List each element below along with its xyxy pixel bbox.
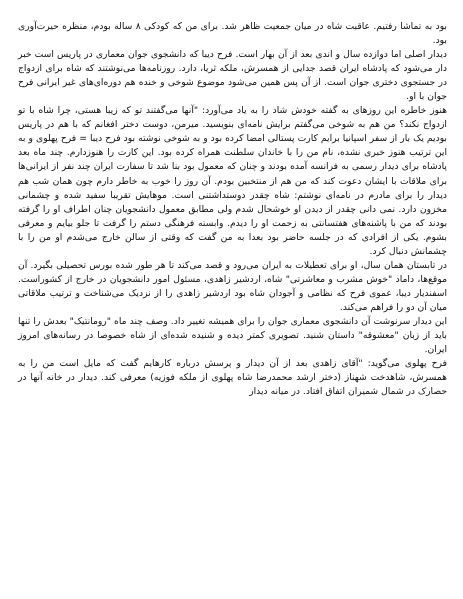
paragraph: فرح پهلوی می‌گوید: "آقای زاهدی بعد از آن دیدار و پرسش درباره کارهایم گفت که مایل است من را به همسرش، شاهدخت شهناز (دختر ارشد محمدرضا شاه پهلوی از ملکه فوزیه) معرفی کند. دیدار در خانه آنها در حصارک در شمال شمیران اتفاق افتاد. در میانه دیدار: [18, 358, 447, 398]
paragraph: دیدار اصلی اما دوازده سال و اندی بعد از آن بهار است. فرح دیبا که دانشجوی جوان معماری در پاریس است خبر دار می‌شود که پادشاه ایران قصد جدایی از همسرش، ملکه ثریا، دارد. روزنامه‌ها می‌نوشتند که شاه برای ازدواج در جستجوی دختری جوان است. از آن پس همین می‌شود موضوع شوخی و خنده هم دوره‌ای‌های غیر ایرانی فرح جوان با او.: [18, 49, 447, 103]
paragraph: بود به تماشا رفتیم. عاقبت شاه در میان جمعیت ظاهر شد. برای من که کودکی ۸ ساله بودم، منظره حیرت‌آوری بود.: [18, 21, 447, 47]
paragraph: این دیدار سرنوشت آن دانشجوی معماری جوان را برای همیشه تغییر داد. وصف چند ماه "رومانتیک" بعدش را تنها باید از زبان "معشوقه" داستان شنید. تصویری کمتر دیده و شنیده شده‌ای از شاه خصوصا در رسانه‌های امروز ایران.: [18, 315, 447, 356]
document-page: [18, 20, 447, 399]
paragraph: هنوز خاطره این روزهای به گفته خودش شاد را به یاد می‌آورد: "آنها می‌گفتند تو که زیبا هستی، چرا شاه با تو ازدواج نکند؟ من هم به شوخی می‌گفتم برایش نامه‌ای بنویسید. میرمن، دوست دختر افغانم که با هم در پاریس بودیم یک بار از سفر اسپانیا برایم کارت پستالی امضا کرده بود و به شوخی نوشته بود فرح دیبا = فرح پهلوی و به این ترتیب هنوز خبری نشده، نام من را با خاندان سلطنت همراه کرده بود. این کارت را هنوزدارم. چند ماه بعد پادشاه برای دیدار رسمی به فرانسه آمده بودند و چنان که معمول بود بنا شد تا سفارت ایران چند نفر از ایرانی‌ها برای ملاقات با ایشان دعوت کند که من هم از منتخبین بودم. آن روز را خوب به خاطر دارم چون همان شب هم دیدار را برای مادرم در نامه‌ای نوشتم: شاه چقدر دوستداشتنی است. موهایش تقریبا سفید شده و چشمانی مخزون دارد. نمی دانی چقدر از دیدن او خوشحال شدم ولی مطابق معمول دانشجویان چنان اطراف او را گرفته بودند که من با پاشنه‌های هفتسانتی به زحمت او را دیدم. وابسته فرهنگی دستم را گرفت تا جلو بیایم و معرفی بشوم. یکی از افرادی که در جلسه حاضر بود بعدا به من گفت که وقتی از سالن خارج می‌شدم او من را با چشمانش دنبال کرد.: [18, 105, 447, 257]
paragraph: در تابستان همان سال، او برای تعطیلات به ایران می‌رود و قصد می‌کند تا هر طور شده بورس تحصیلی بگیرد. آن موقع‌ها، داماد "خوش مشرب و معاشرتی" شاه، اردشیر زاهدی، مسئول امور دانشجویان در خارج از کشوراست. اسفندیار دیبا، عموی فرح که نظامی و آجودان شاه بود اردشیر زاهدی را از نزدیک می‌شناخت و ترتیب ملاقاتی میان آن دو را فراهم می‌کند.: [18, 259, 447, 313]
